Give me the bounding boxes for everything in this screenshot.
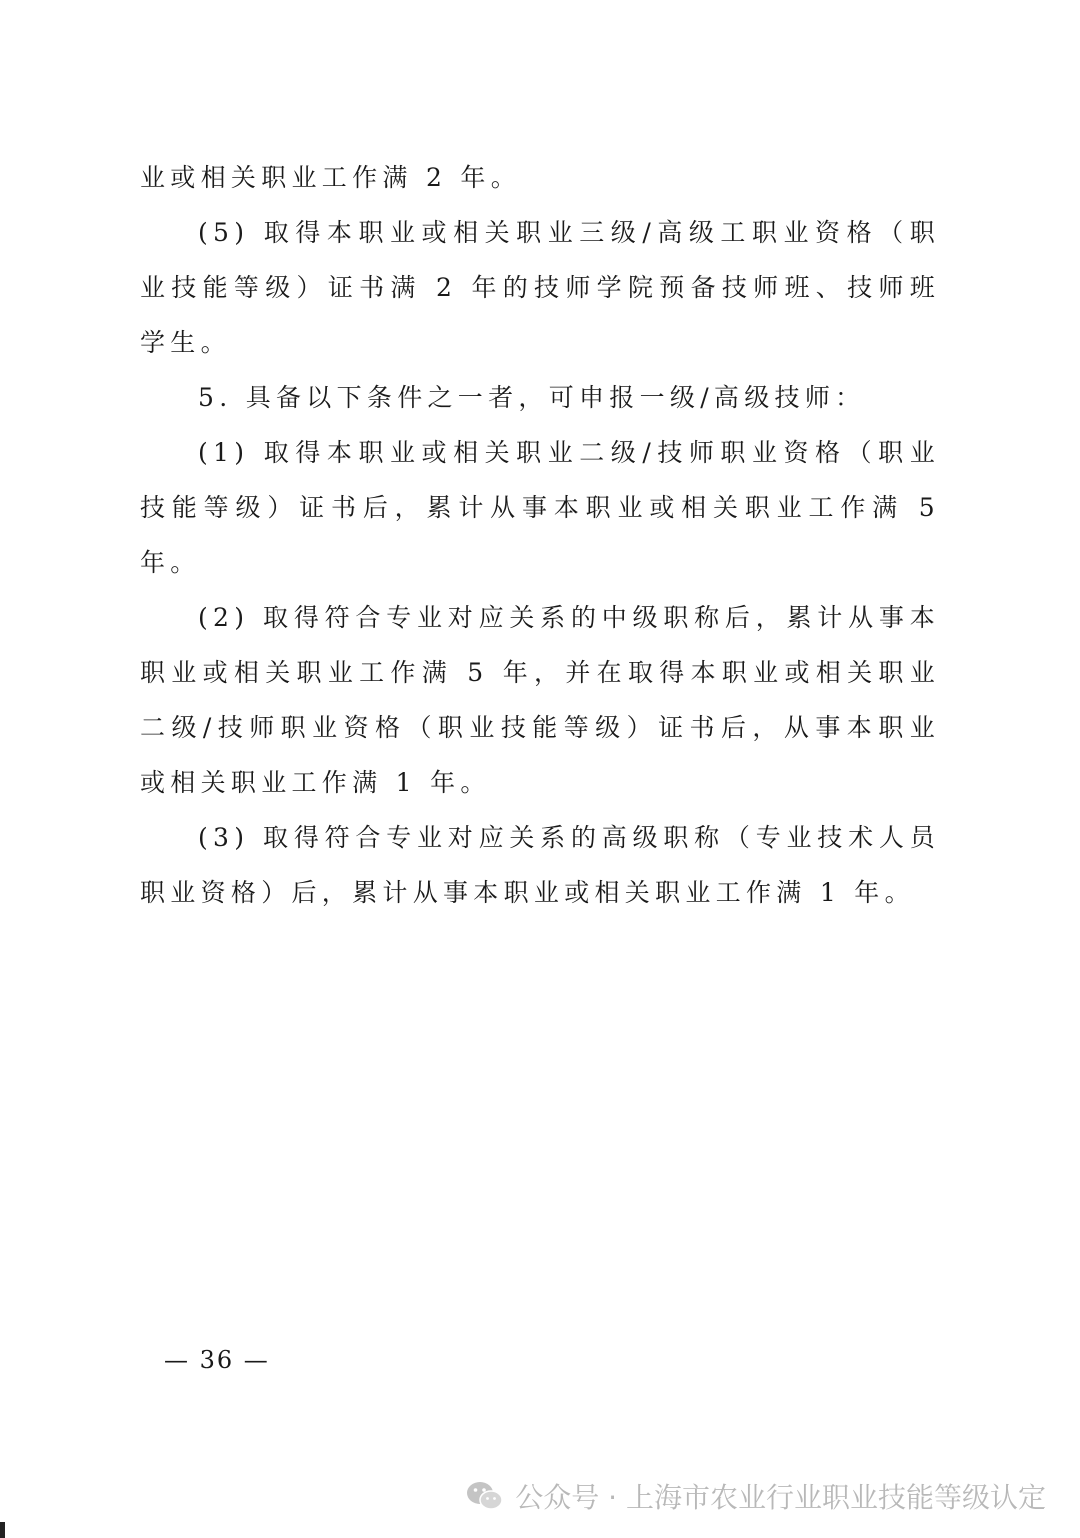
page-number: — 36 —: [164, 1346, 270, 1374]
paragraph-item-1: (1) 取得本职业或相关职业二级/技师职业资格（职业技能等级）证书后，累计从事本职业或相关职业工作满 5 年。: [140, 438, 940, 577]
paragraph-item-2: (2) 取得符合专业对应关系的中级职称后，累计从事本职业或相关职业工作满 5 年，并在取得本职业或相关职业二级/技师职业资格（职业技能等级）证书后，从事本职业或相关职业工作满 1 年。: [140, 603, 940, 797]
watermark-text: 公众号 · 上海市农业行业职业技能等级认定: [515, 1481, 1046, 1514]
wechat-watermark: [465, 1476, 1046, 1516]
paragraph-item-5: (5) 取得本职业或相关职业三级/高级工职业资格（职业技能等级）证书满 2 年的技师学院预备技师班、技师班学生。: [140, 218, 940, 357]
scan-edge-mark: [0, 1522, 5, 1538]
wechat-icon: [465, 1479, 505, 1513]
paragraph-continuation: 业或相关职业工作满 2 年。: [140, 163, 522, 192]
document-body: [140, 150, 940, 920]
paragraph-item-3: (3) 取得符合专业对应关系的高级职称（专业技术人员职业资格）后，累计从事本职业或相关职业工作满 1 年。: [140, 823, 940, 907]
paragraph-section-5-heading: 5. 具备以下条件之一者，可申报一级/高级技师：: [198, 383, 866, 412]
